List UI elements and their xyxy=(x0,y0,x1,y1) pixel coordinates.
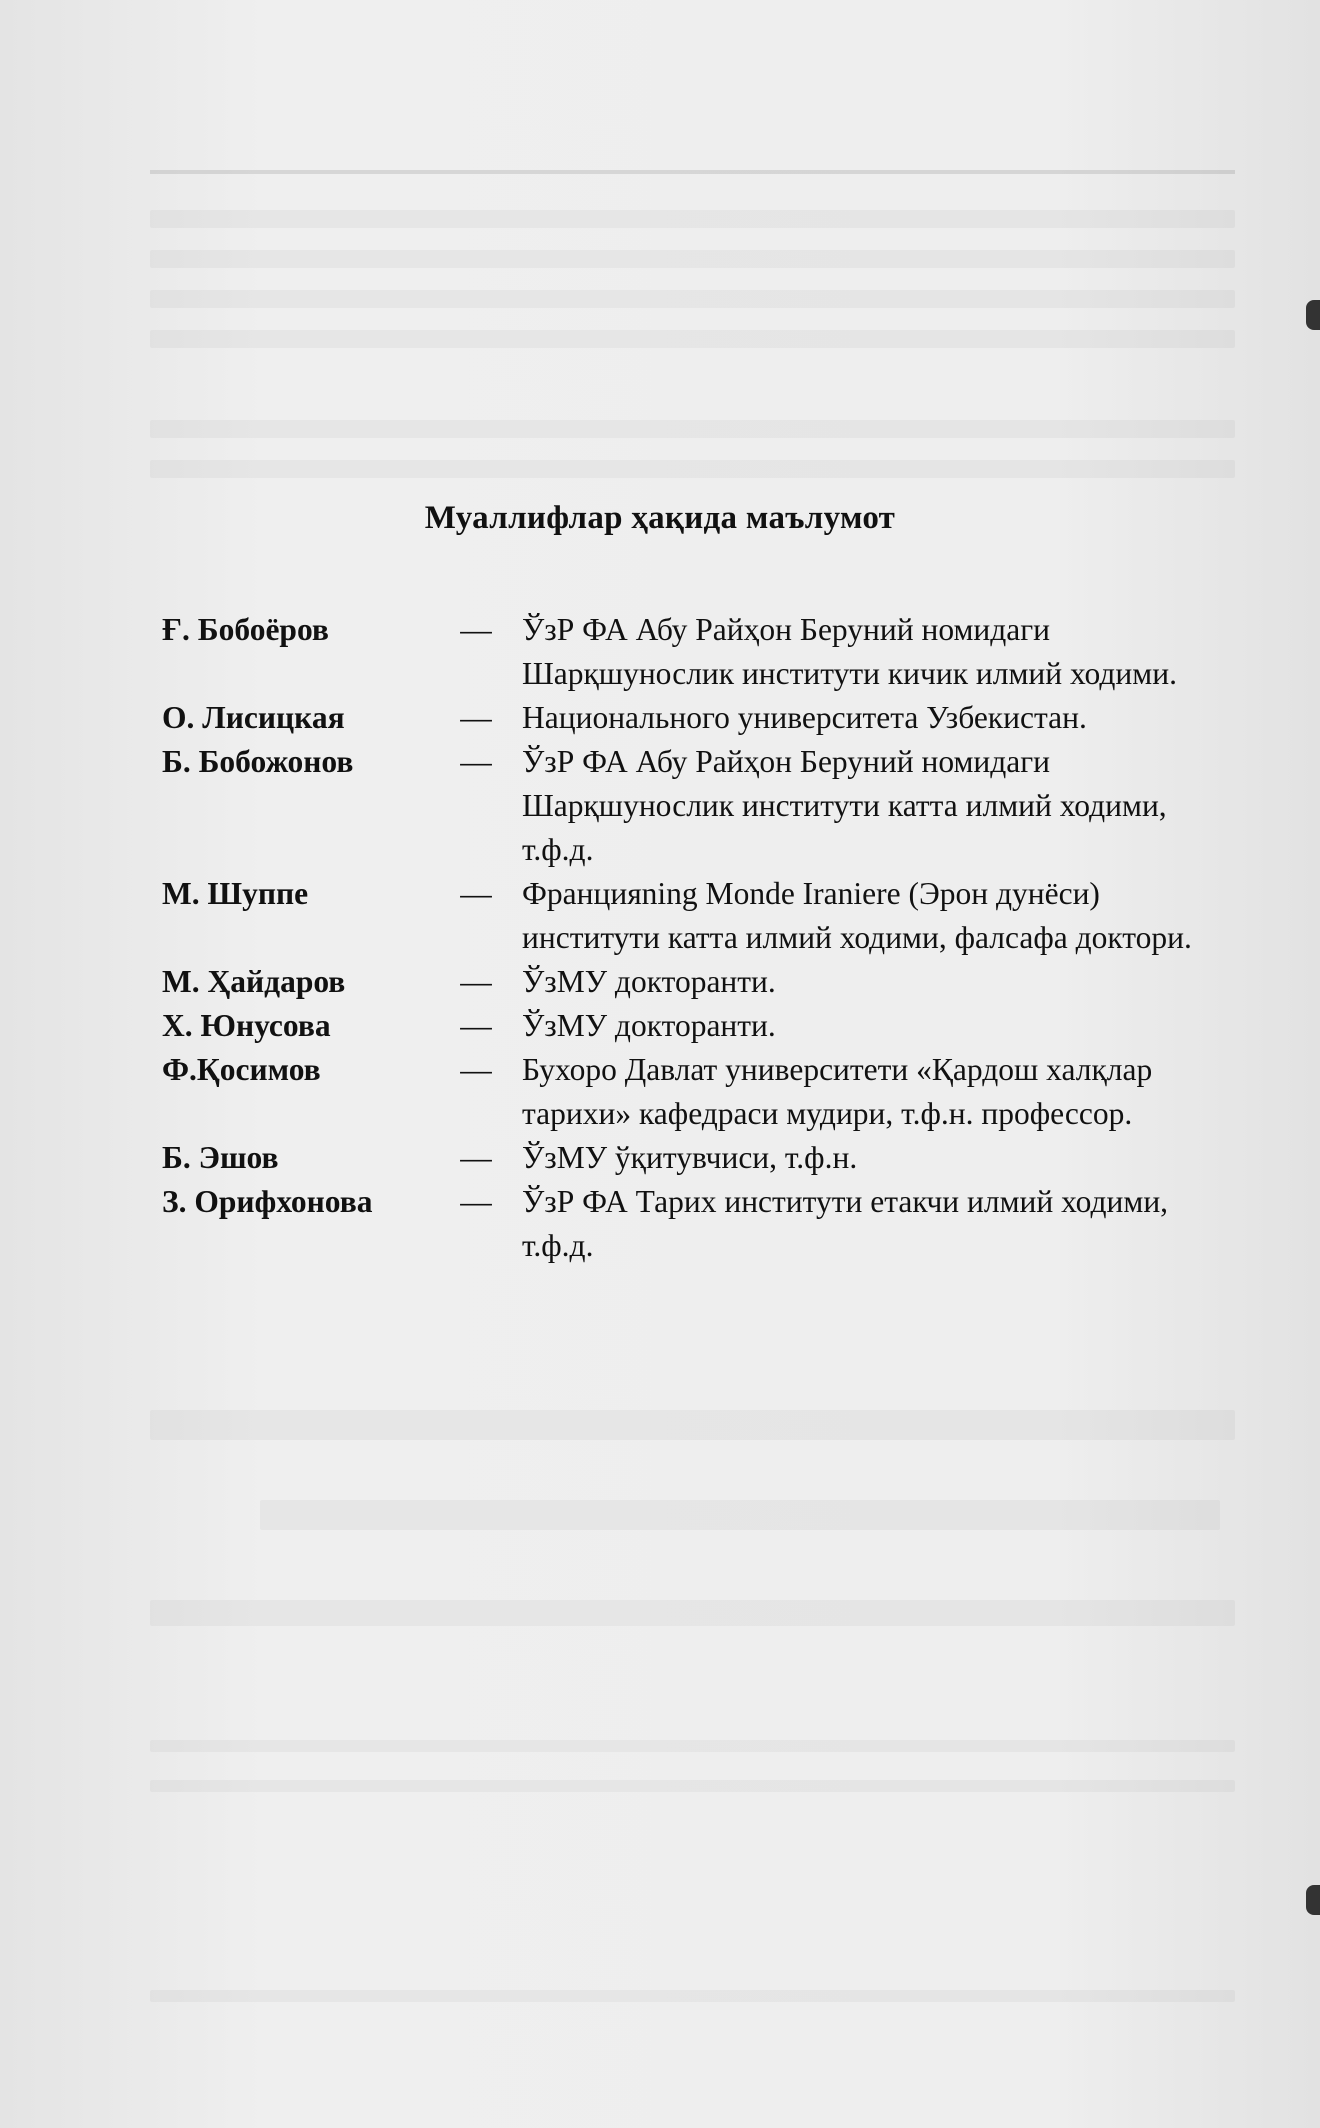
bleed-through-line xyxy=(150,460,1235,478)
bleed-through-line xyxy=(150,1740,1235,1752)
bleed-through-line xyxy=(150,1600,1235,1626)
bleed-through-line xyxy=(150,250,1235,268)
author-row xyxy=(162,1048,1222,1136)
bleed-through-line xyxy=(150,1410,1235,1440)
bleed-through-line xyxy=(150,1780,1235,1792)
author-row xyxy=(162,1180,1222,1268)
bleed-through-rule xyxy=(150,170,1235,174)
author-description: Францияning Monde Iraniere (Эрон дунёси) институти катта илмий ходими, фалсафа доктори. xyxy=(522,876,1192,955)
author-description: ЎзР ФА Абу Райҳон Беруний номидаги Шарқшунослик институти кичик илмий ходими. xyxy=(522,612,1177,691)
author-description: ЎзР ФА Тарих институти етакчи илмий ходими, т.ф.д. xyxy=(522,1184,1169,1263)
author-row xyxy=(162,1004,1222,1048)
author-row xyxy=(162,1136,1222,1180)
authors-list xyxy=(162,608,1222,1268)
bleed-through-line xyxy=(150,210,1235,228)
dash-separator: — xyxy=(460,700,492,735)
author-description: Бухоро Давлат университети «Қардош халқлар тарихи» кафедраси мудири, т.ф.н. профессор. xyxy=(522,1052,1153,1131)
author-description: ЎзМУ ўқитувчиси, т.ф.н. xyxy=(522,1140,858,1175)
author-row xyxy=(162,608,1222,696)
author-row xyxy=(162,740,1222,872)
bleed-through-line xyxy=(150,420,1235,438)
author-name: М. Шуппе xyxy=(162,876,309,911)
author-name: Ғ. Бобоёров xyxy=(162,612,329,647)
author-name: М. Ҳайдаров xyxy=(162,964,346,999)
author-row xyxy=(162,960,1222,1004)
author-name: З. Орифхонова xyxy=(162,1184,373,1219)
author-name: Б. Бобожонов xyxy=(162,744,354,779)
author-name: Б. Эшов xyxy=(162,1140,279,1175)
binding-mark xyxy=(1306,1885,1320,1915)
author-row xyxy=(162,872,1222,960)
author-description: ЎзМУ докторанти. xyxy=(522,1008,776,1043)
dash-separator: — xyxy=(460,1052,492,1087)
author-row xyxy=(162,696,1222,740)
author-description: ЎзР ФА Абу Райҳон Беруний номидаги Шарқшунослик институти катта илмий ходими, т.ф.д. xyxy=(522,744,1167,867)
bleed-through-line xyxy=(150,330,1235,348)
dash-separator: — xyxy=(460,964,492,999)
dash-separator: — xyxy=(460,1140,492,1175)
bleed-through-line xyxy=(150,290,1235,308)
author-name: Ф.Қосимов xyxy=(162,1052,321,1087)
dash-separator: — xyxy=(460,1184,492,1219)
bleed-through-line xyxy=(150,1990,1235,2002)
author-description: Национального университета Узбекистан. xyxy=(522,700,1087,735)
dash-separator: — xyxy=(460,744,492,779)
dash-separator: — xyxy=(460,1008,492,1043)
author-name: Х. Юнусова xyxy=(162,1008,331,1043)
author-description: ЎзМУ докторанти. xyxy=(522,964,776,999)
dash-separator: — xyxy=(460,612,492,647)
author-name: О. Лисицкая xyxy=(162,700,345,735)
bleed-through-line xyxy=(260,1500,1220,1530)
page-title: Муаллифлар ҳақида маълумот xyxy=(424,500,896,536)
dash-separator: — xyxy=(460,876,492,911)
binding-mark xyxy=(1306,300,1320,330)
